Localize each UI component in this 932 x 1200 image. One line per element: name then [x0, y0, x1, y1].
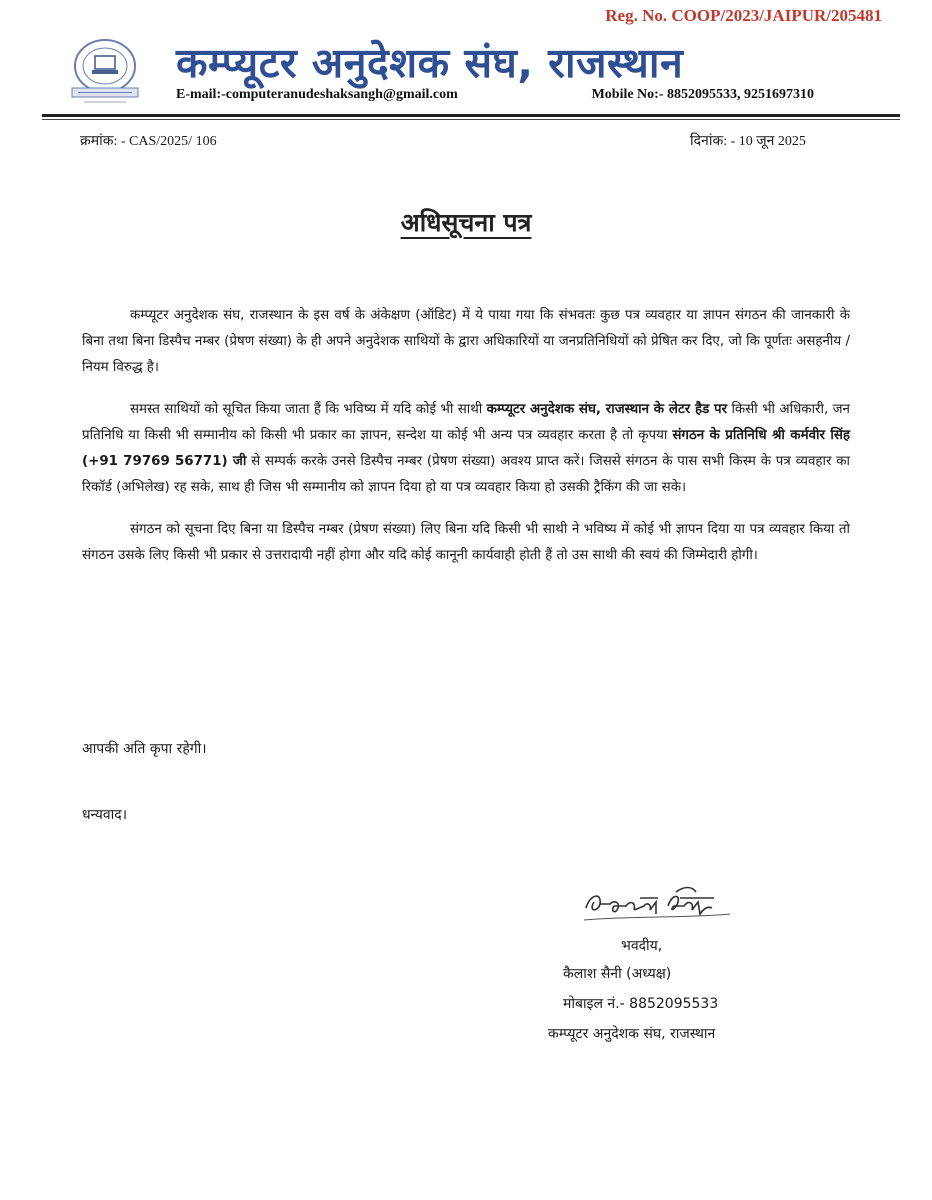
mobile-text: Mobile No:- 8852095533, 9251697310: [591, 87, 814, 102]
closing-thanks: धन्यवाद।: [82, 807, 128, 823]
handwritten-signature: [580, 872, 740, 930]
paragraph-warning: संगठन को सूचना दिए बिना या डिस्पैच नम्बर (प्रेषण संख्या) लिए बिना यदि किसी भी साथी ने भविष्य में कोई भी ज्ञापन दिया या पत्र व्यवहार किया तो संगठन उसके लिए किसी भी प्रकार से उत्तरादायी नहीं होगा और यदि कोई कानूनी कार्यवाही होती हैं तो उस साथी की स्वयं की जिम्मेदारी होगी।: [82, 522, 850, 563]
p2-text-a: समस्त साथियों को सूचित किया जाता हैं कि भविष्य में यदि कोई भी साथी: [130, 402, 487, 417]
p2-text-c: किसी भी अधिकारी, जन प्रतिनिधि या किसी भी सम्मानीय को किसी भी प्रकार का ज्ञापन, सन्देश या कोई भी अन्य पत्र व्यवहार करता है तो कृपया: [82, 402, 850, 443]
email-text: E-mail:-computeranudeshaksangh@gmail.com: [176, 87, 458, 102]
document-heading: अधिसूचना पत्र: [400, 208, 532, 237]
p2-text-e: से सम्पर्क करके उनसे डिस्पैच नम्बर (प्रेषण संख्या) अवश्य प्राप्त करें। जिससे संगठन के पास सभी किस्म के पत्र व्यवहार का रिकॉर्ड (अभिलेख) रह सके, साथ ही जिस भी सम्मानीय को ज्ञापन दिया हो या पत्र व्यवहार किया हो उसकी ट्रैकिंग की जा सके।: [82, 454, 850, 495]
paragraph-audit: कम्प्यूटर अनुदेशक संघ, राजस्थान के इस वर्ष के अंकेक्षण (ऑडिट) में ये पाया गया कि संभवतः कुछ पत्र व्यवहार या ज्ञापन संगठन की जानकारी के बिना तथा बिना डिस्पैच नम्बर (प्रेषण संख्या) के ही अपने अनुदेशक साथियों के द्वारा अधिकारियों या जनप्रतिनिधियों को प्रेषित कर दिए, जो कि पूर्णतः असहनीय / नियम विरुद्ध है।: [82, 308, 850, 375]
closing-request: आपकी अति कृपा रहेगी।: [82, 741, 207, 757]
letter-body: [82, 303, 850, 585]
reference-number: क्रमांक: - CAS/2025/ 106: [80, 134, 217, 149]
signatory-organization: कम्प्यूटर अनुदेशक संघ, राजस्थान: [548, 1026, 716, 1042]
organization-logo: [62, 36, 148, 108]
organization-name: कम्प्यूटर अनुदेशक संघ, राजस्थान: [176, 39, 684, 87]
registration-number: Reg. No. COOP/2023/JAIPUR/205481: [605, 6, 882, 25]
signatory-mobile: मोबाइल नं.- 8852095533: [563, 996, 719, 1012]
signatory-name: कैलाश सैनी (अध्यक्ष): [563, 966, 672, 982]
paragraph-instructions: [82, 397, 850, 501]
closing-yours: भवदीय,: [621, 938, 663, 954]
header-divider-thin: [42, 119, 900, 120]
p2-bold-representative: संगठन के प्रतिनिधि श्री कर्मवीर सिंह (+91 79769 56771) जी: [82, 428, 850, 469]
contact-line: [176, 87, 814, 103]
document-heading-wrap: [0, 205, 932, 239]
header-divider: [42, 114, 900, 117]
letter-date: दिनांक: - 10 जून 2025: [690, 134, 806, 149]
p2-bold-letterhead: कम्प्यूटर अनुदेशक संघ, राजस्थान के लेटर हैड पर: [486, 402, 728, 417]
